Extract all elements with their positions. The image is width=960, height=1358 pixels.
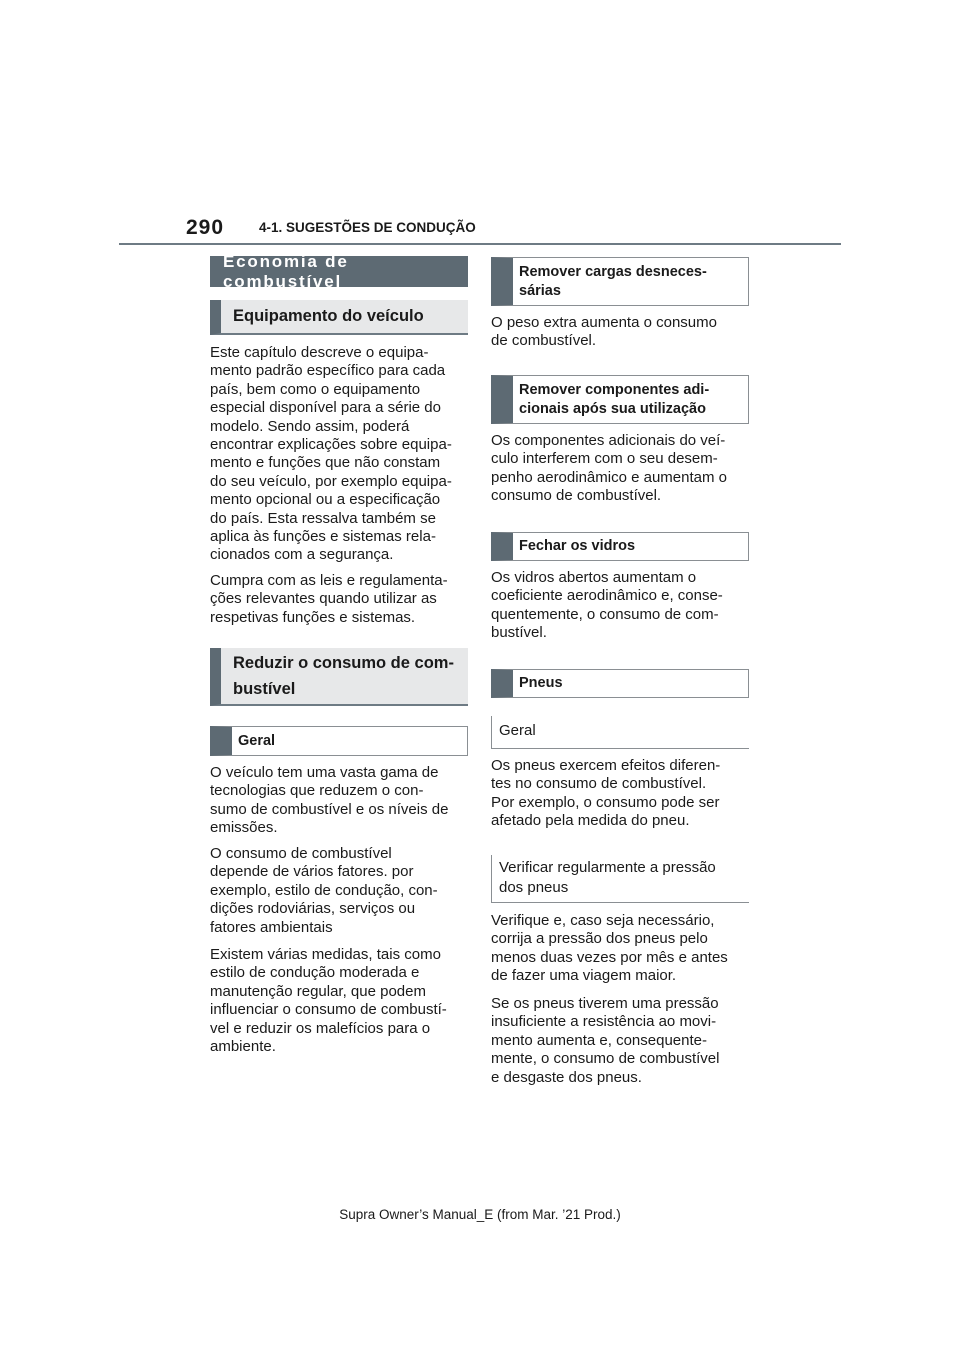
subheading-pneus-geral: Geral [491, 716, 749, 749]
section-title: Economia de combustível [210, 256, 468, 287]
paragraph-remover-componentes: Os componentes adicionais do veí- culo interferem com o seu desem- penho aerodinâmico e aumentam o consumo de combustível. [491, 432, 727, 505]
header-divider [119, 243, 841, 245]
subheading-geral: Geral [210, 726, 468, 756]
paragraph-pneus-geral: Os pneus exercem efeitos diferen- tes no consumo de combustível. Por exemplo, o consumo pode ser afetado pela medida do pneu. [491, 757, 721, 830]
subheading-remover-cargas: Remover cargas desneces- sárias [491, 257, 749, 306]
footer-text: Supra Owner’s Manual_E (from Mar. ’21 Prod.) [339, 1207, 621, 1222]
heading-reduzir-consumo: Reduzir o consumo de com- bustível [210, 648, 468, 706]
subheading-verificar-pressao: Verificar regularmente a pressão dos pneus [491, 855, 749, 903]
subheading-pneus: Pneus [491, 669, 749, 698]
paragraph-equipamento-2: Cumpra com as leis e regulamenta- ções relevantes quando utilizar as respetivas funções e sistemas. [210, 572, 448, 626]
paragraph-fechar-vidros: Os vidros abertos aumentam o coeficiente aerodinâmico e, conse- quentemente, o consumo de com- bustível. [491, 569, 723, 642]
paragraph-geral-3: Existem várias medidas, tais como estilo de condução moderada e manutenção regular, que podem influenciar o consumo de combustí- vel e reduzir os malefícios para o ambiente. [210, 946, 447, 1056]
paragraph-verificar-pressao-1: Verifique e, caso seja necessário, corrija a pressão dos pneus pelo menos duas vezes por mês e antes de fazer uma viagem maior. [491, 912, 728, 985]
paragraph-verificar-pressao-2: Se os pneus tiverem uma pressão insuficiente a resistência ao movi- mento aumenta e, consequente- mente, o consumo de combustível e desgaste dos pneus. [491, 995, 720, 1086]
page-number: 290 [186, 216, 225, 239]
subheading-remover-componentes: Remover componentes adi- cionais após sua utilização [491, 375, 749, 424]
paragraph-remover-cargas: O peso extra aumenta o consumo de combustível. [491, 314, 717, 350]
subheading-fechar-vidros: Fechar os vidros [491, 532, 749, 561]
paragraph-equipamento-1: Este capítulo descreve o equipa- mento padrão específico para cada país, bem como o equipamento especial disponível para a série do modelo. Sendo assim, poderá encontrar explicações sobre equipa- mento e funções que não constam do seu veículo, por exemplo equipa- mento opcional ou a especificação do país. Esta ressalva também se aplica às funções e sistemas rela- cionados com a segurança. [210, 344, 452, 564]
heading-equipamento: Equipamento do veículo [210, 300, 468, 335]
paragraph-geral-1: O veículo tem uma vasta gama de tecnologias que reduzem o con- sumo de combustível e os níveis de emissões. [210, 764, 449, 837]
paragraph-geral-2: O consumo de combustível depende de vários fatores. por exemplo, estilo de condução, con- dições rodoviárias, serviços ou fatores ambientais [210, 845, 438, 936]
running-head: 4-1. SUGESTÕES DE CONDUÇÃO [259, 220, 476, 235]
